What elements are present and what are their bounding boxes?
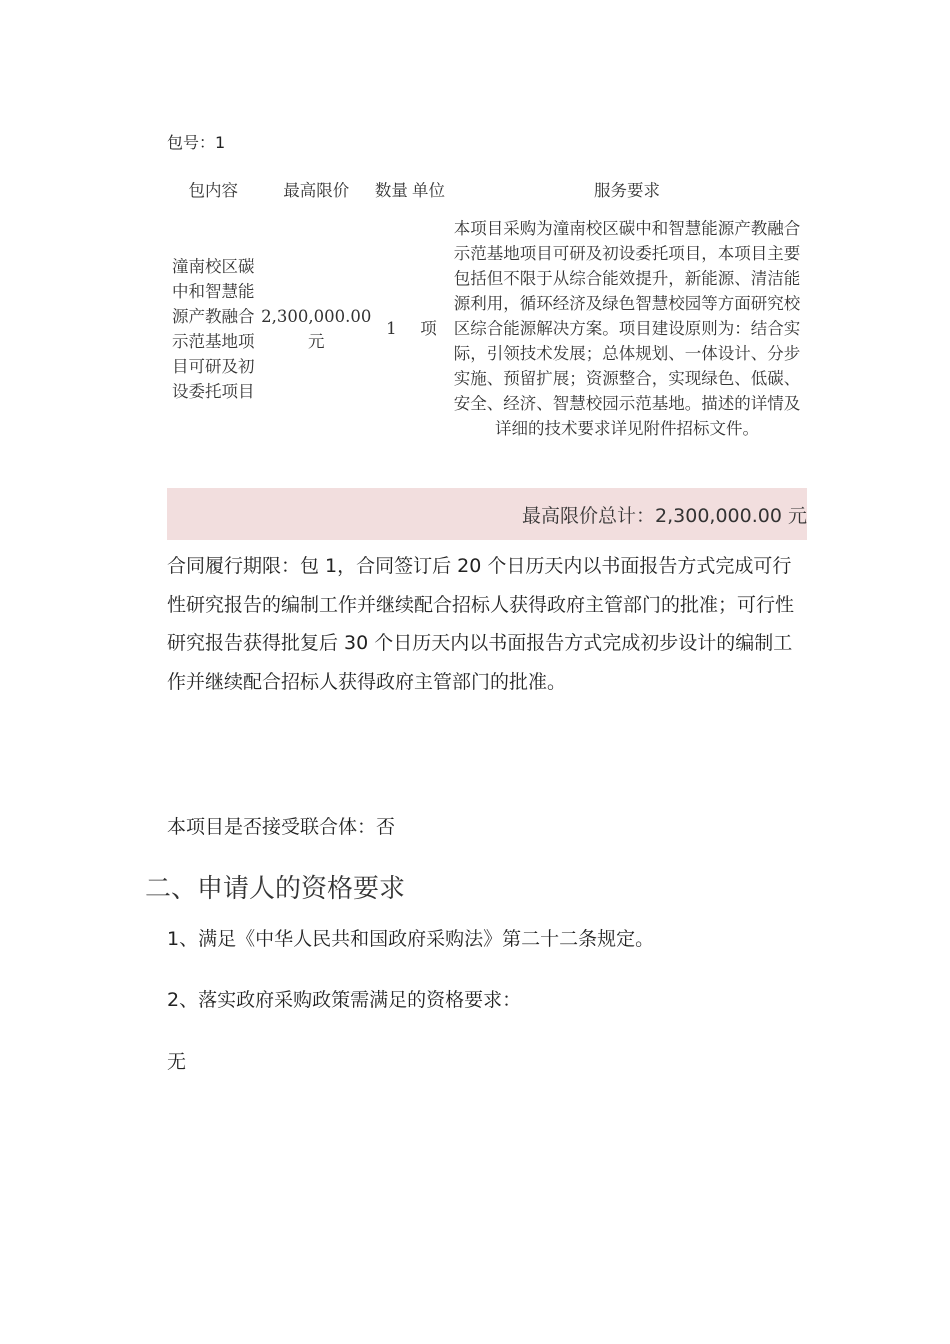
- cell-quantity: 1: [386, 319, 397, 338]
- requirement-1: 1、满足《中华人民共和国政府采购法》第二十二条规定。: [167, 928, 655, 950]
- package-number: 包号：1: [167, 133, 226, 152]
- consortium-line: 本项目是否接受联合体：否: [167, 816, 396, 838]
- cell-content: 潼南校区碳中和智慧能源产教融合示范基地项目可研及初设委托项目: [172, 256, 255, 401]
- header-content: 包内容: [188, 180, 239, 200]
- price-total-text: 最高限价总计：2,300,000.00 元: [522, 504, 807, 527]
- procurement-table: [167, 164, 807, 441]
- section-heading: 二、申请人的资格要求: [145, 874, 406, 904]
- cell-unit: 项: [420, 319, 437, 338]
- table-header-row: [167, 164, 807, 216]
- table-row: [167, 216, 807, 441]
- header-max-price: 最高限价: [283, 180, 350, 200]
- price-total-bar: [167, 488, 807, 540]
- requirement-2: 2、落实政府采购政策需满足的资格要求：: [167, 989, 522, 1011]
- cell-max-price: 2,300,000.00元: [261, 306, 372, 351]
- contract-term-paragraph: 合同履行期限：包 1，合同签订后 20 个日历天内以书面报告方式完成可行性研究报告的编制工作并继续配合招标人获得政府主管部门的批准；可行性研究报告获得批复后 30 个日历天内以书面报告方式完成初步设计的编制工作并继续配合招标人获得政府主管部门的批准。: [167, 555, 795, 693]
- header-unit: 单位: [411, 180, 445, 200]
- cell-service: 本项目采购为潼南校区碳中和智慧能源产教融合示范基地项目可研及初设委托项目，本项目主要包括但不限于从综合能效提升，新能源、清洁能源利用，循环经济及绿色智慧校园等方面研究校区综合能源解决方案。项目建设原则为：结合实际，引领技术发展；总体规划、一体设计、分步实施、预留扩展；资源整合，实现绿色、低碳、安全、经济、智慧校园示范基地。描述的详情及详细的技术要求详见附件招标文件。: [453, 219, 801, 438]
- header-service: 服务要求: [593, 180, 660, 200]
- requirement-2-value: 无: [167, 1051, 187, 1073]
- header-quantity: 数量: [374, 180, 408, 200]
